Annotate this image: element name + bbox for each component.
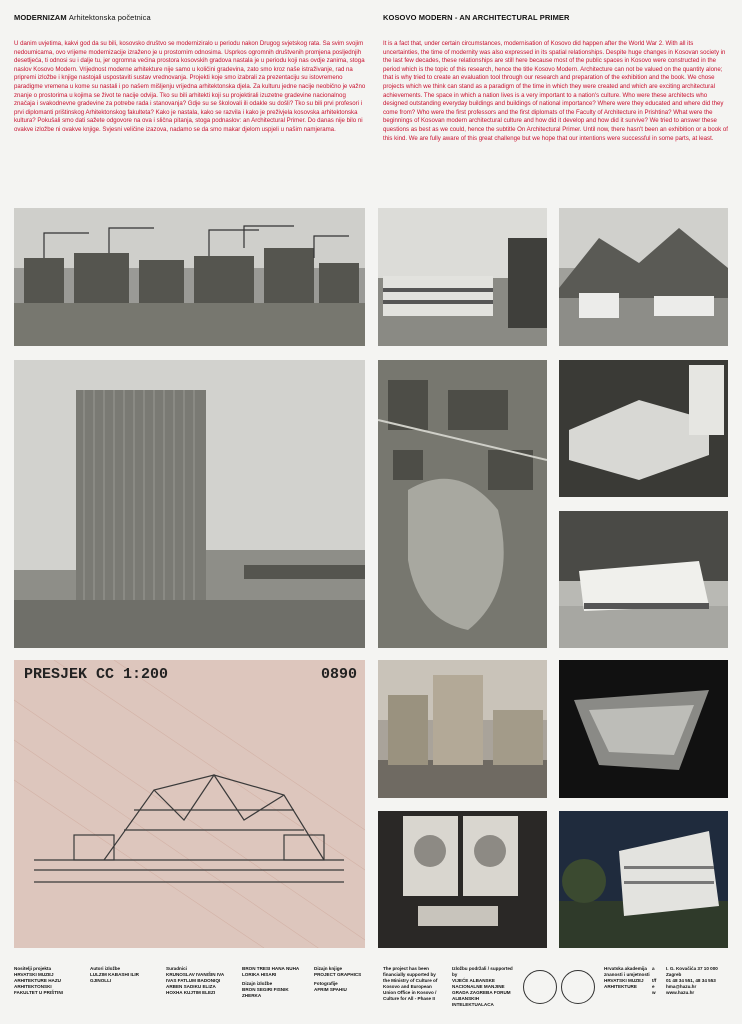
museum-seal-icon: [561, 970, 595, 1004]
footer-contact-values: I. G. Kovačića 37 10 000 Zagreb 01 48 34 551, 48 34 553 hma@hazu.hr www.hazu.hr: [666, 966, 718, 995]
photo-mountain-building: [559, 208, 728, 346]
photo-hotel-color: [378, 660, 547, 798]
photo-modern-block: [378, 208, 547, 346]
photo-aerial-city: [378, 360, 547, 648]
drawing-number: 0890: [320, 666, 357, 683]
footer-design-book: Dizajn knjige PROJECT GRAPHICS Fotografije AFRIM SPAHIU: [314, 966, 362, 992]
footer-authors: Autori izložbe LULZIM KABASHI ILIR GJINOLLI: [90, 966, 139, 983]
photo-tower-building: [14, 360, 365, 648]
header-left-title: MODERNIZAM: [14, 13, 67, 22]
footer-contact-keys: a t/f e w: [652, 966, 657, 995]
photo-building-night: [559, 811, 728, 948]
header-left: [14, 13, 151, 22]
footer-funding: The project has been financially supported by the Ministry of Culture of Kosovo and European Union Office in Kosovo / Culture for All - Phase II: [383, 966, 438, 1001]
photo-model-building: [559, 360, 728, 497]
footer-supporters: Izložbu podržali / supported by VIJEĆE ALBANSKE NACIONALNE MANJINE GRADA ZAGREBA FORUM ALBANSKIH INTELEKTUALACA: [452, 966, 513, 1007]
footer-institution: Hrvatska akademija znanosti i umjetnosti HRVATSKI MUZEJ ARHITEKTURE: [604, 966, 650, 989]
header-right: KOSOVO MODERN - AN ARCHITECTURAL PRIMER: [383, 13, 570, 22]
drawing-section: [14, 660, 365, 948]
photo-white-building: [559, 511, 728, 648]
text-right: It is a fact that, under certain circumstances, modernisation of Kosovo did happen after the World War 2. With all its uncertainties, the time of modernity was also expressed in its spatial relationships. Despite huge changes in Kosovan society in the last few decades, these relationships are still here because most of the public spaces in Kosovo were constructed in the period which is the topic of this research, hence the title Kosovo Modern. Architecture can not be valued on the quantity alone; that is why tried to create an evaluation tool through our research and preparation of the exhibition and the book. We chose projects which we think can stand as a paradigm of the time in which they were created and which are exciting architectural achievements. The space in which a nation lives is a very important to a nation's culture. Who were these architects who designed outstanding everyday buildings and buildings of national importance? Where were they educated and where did they come from? Who were the first professors and the first diplomats of the Faculty of Architecture in Prishtina? What were the beginnings of Kosovan modern architectural culture and how did it develop and how did it survive? We tried to answer these questions as best as we could, hence the subtitle On Architectural Primer. Until now, there hasn't been an exhibition or a book of this kind. We are fully aware of this great challenge but we hope that our intentions were successful in some parts, at least.: [383, 40, 728, 142]
footer-organizers: Nositelji projekta HRVATSKI MUZEJ ARHITEKTURE HAZU ARHITEKTONSKI FAKULTET U PRIŠTINI: [14, 966, 63, 995]
text-left: U danim uvjetima, kakvi god da su bili, kosovsko društvo se moderniziralo u periodu nakon Drugog svjetskog rata. Sa svim svojim nedoumicama, ovo vrijeme modernizacije izraženo je u prostornim odnosima. Usprkos ogromnih društvenih promjena posljednjih desetljeća, ti odnosi su i dalje tu, jer ogromna većina prostora kosovskih gradova nastala je u periodu koji nas ovdje zanima, stoga naslov Kosovo Modern. Vrijednost moderne arhitekture nije samo u količini gradevina, zato smo kroz naše istraživanje, rad na pripremi izložbe i knjige nastojali uspostaviti sustav vrednovanja. Projekti koje smo izabrali za prezentaciju su istovremeno paradigme vremena u kome su nastali i po našem mišljenju vrijedna arhitektonska djela. Za kulturu jedne nacije neobično je važno znanje o prostorima u kojima se život te nacije odvija. Tko su bili arhitekti koji su projektirali izuzetne gradevine nacionalnog značaja i svakodnevne gradevine za potrebe rada i stanovanja? Gdje su se školovali ili odakle su došli? Tko su bili prvi profesori i prvi diplomanti prištinskog Arhitektonskog fakulteta? Kako je nastala, kako se razvila i kako je preživjela kosovska arhitektonska kultura? Pokušali smo dati sažete odgovore na ova i slična pitanja, stoga podnaslov: an Architectural Primer. Do danas nije bilo ni ovakve izložbe ni ovakve knjige. Svjesni veličine izazova, nadamo se da smo makar djelom uspjeli u našim namjerama.: [14, 40, 366, 133]
photo-model-dark: [559, 660, 728, 798]
hazu-seal-icon: [523, 970, 557, 1004]
footer-collaborators: Suradnici KRUNOSLAV IVANIŠIN IVA IVAS FATLUM BADONIQI ARBEN SADIKU ELIZA HOXHA KUJTIM ELEZI: [166, 966, 225, 995]
header-left-subtitle: Arhitektonska početnica: [68, 13, 151, 22]
footer-design-exhibit: BRON TRESI HANA NUHA LORIKA HISARI Dizajn izložbe BRON SEGIRI FISNIK ZHERKA: [242, 966, 300, 998]
footer: [0, 966, 742, 1024]
photo-construction-cranes: [14, 208, 365, 346]
photo-portraits: [378, 811, 547, 948]
drawing-title: PRESJEK CC 1:200: [24, 666, 169, 683]
